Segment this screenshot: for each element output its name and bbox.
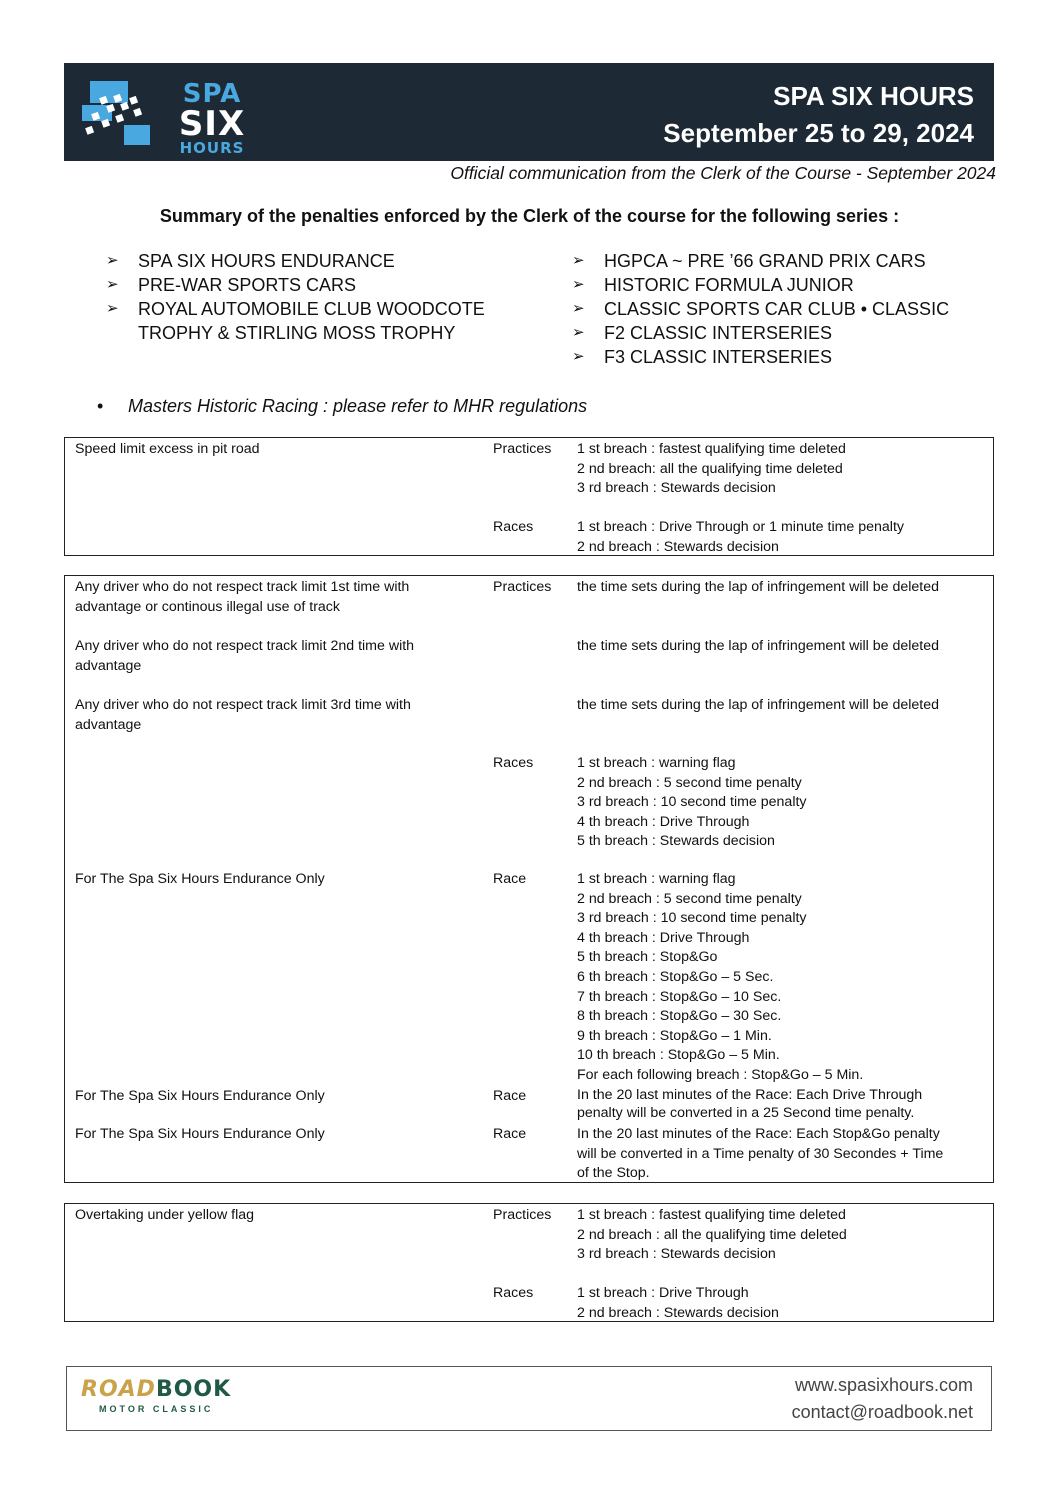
penalty-text: the time sets during the lap of infringement will be deleted (577, 638, 939, 654)
logo-hours: HOURS (179, 139, 245, 157)
event-dates: September 25 to 29, 2024 (663, 118, 974, 148)
series-item: ➢ SPA SIX HOURS ENDURANCE (106, 251, 395, 271)
website-link[interactable]: www.spasixhours.com (794, 1375, 973, 1395)
official-communication: Official communication from the Clerk of the Course - September 2024 (450, 163, 996, 183)
infraction-label: Any driver who do not respect track limit 1st time with advantage or continous illegal use of track (75, 579, 410, 615)
series-item: ➢ CLASSIC SPORTS CAR CLUB • CLASSIC (572, 299, 950, 319)
bullet-icon: • (97, 396, 104, 416)
penalty-list: 1 st breach : Drive Through or 1 minute time penalty 2 nd breach : Stewards decision (577, 519, 904, 555)
penalty-list: 1 st breach : fastest qualifying time deleted 2 nd breach: all the qualifying time deleted 3 rd breach : Stewards decision (577, 441, 846, 497)
logo-six: SIX (178, 104, 246, 144)
arrow-bullet-icon: ➢ (572, 252, 585, 269)
penalty-list: 1 st breach : warning flag 2 nd breach : 5 second time penalty 3 rd breach : 10 second time penalty 4 th breach : Drive Through 5 th breach : Stewards decision (577, 755, 807, 850)
arrow-bullet-icon: ➢ (572, 276, 585, 293)
logo-wordmark (172, 81, 252, 156)
infraction-label: Speed limit excess in pit road (75, 441, 260, 457)
penalty-table-track-limits (64, 575, 994, 1183)
mhr-note: • Masters Historic Racing : please refer to MHR regulations (97, 396, 588, 416)
email-link[interactable]: contact@roadbook.net (791, 1402, 973, 1422)
infraction-label: For The Spa Six Hours Endurance Only (75, 871, 325, 887)
arrow-bullet-icon: ➢ (106, 252, 119, 269)
penalty-list: 1 st breach : warning flag 2 nd breach : 5 second time penalty 3 rd breach : 10 second time penalty 4 th breach : Drive Through 5 th breach : Stop&Go 6 th breach : Stop&Go – 5 Sec. 7 th breach : Stop&Go – 10 Sec. 8 th breach : Stop&Go – 30 Sec. 9 th breach : Stop&Go – 1 Min. 10 th breach : Stop&Go – 5 Min. For each following breach : Stop&Go – 5 Min. (577, 871, 864, 1083)
infraction-label: Any driver who do not respect track limit 2nd time with advantage (75, 638, 415, 674)
session-label: Race (493, 1126, 527, 1142)
arrow-bullet-icon: ➢ (572, 348, 585, 365)
series-item: ➢ PRE-WAR SPORTS CARS (106, 275, 357, 295)
series-item: ➢ HISTORIC FORMULA JUNIOR (572, 275, 854, 295)
session-label: Races (493, 1285, 534, 1301)
infraction-label: For The Spa Six Hours Endurance Only (75, 1088, 325, 1104)
infraction-label: Overtaking under yellow flag (75, 1207, 255, 1223)
infraction-label: Any driver who do not respect track limit 3rd time with advantage (75, 697, 411, 733)
penalty-text: the time sets during the lap of infringement will be deleted (577, 579, 939, 595)
penalty-list: 1 st breach : Drive Through 2 nd breach : Stewards decision (577, 1285, 779, 1321)
checkered-flag-icon (72, 75, 182, 153)
penalty-text: In the 20 last minutes of the Race: Each Stop&Go penalty will be converted in a Time penalty of 30 Secondes + Time of the Stop. (577, 1126, 944, 1182)
session-label: Practices (493, 1207, 552, 1223)
penalty-list: 1 st breach : fastest qualifying time deleted 2 nd breach : all the qualifying time deleted 3 rd breach : Stewards decision (577, 1207, 847, 1263)
session-label: Race (493, 871, 527, 887)
arrow-bullet-icon: ➢ (572, 324, 585, 341)
arrow-bullet-icon: ➢ (106, 300, 119, 317)
penalty-table-yellow-flag (64, 1203, 994, 1322)
infraction-label: For The Spa Six Hours Endurance Only (75, 1126, 325, 1142)
series-list-right (572, 249, 992, 369)
series-item: ➢ HGPCA ~ PRE ’66 GRAND PRIX CARS (572, 251, 926, 271)
logo-spa: SPA (182, 79, 242, 109)
spa-six-hours-logo (72, 75, 246, 157)
summary-heading: Summary of the penalties enforced by the Clerk of the course for the following series : (159, 206, 900, 226)
session-label: Practices (493, 579, 552, 595)
session-label: Practices (493, 441, 552, 457)
series-item: ➢ F3 CLASSIC INTERSERIES (572, 347, 833, 367)
penalty-table-pit-speed (64, 437, 994, 556)
header-banner (64, 63, 994, 161)
series-list-left (106, 249, 526, 345)
session-label: Races (493, 755, 534, 771)
penalty-text: In the 20 last minutes of the Race: Each Drive Through penalty will be converted in a 25 Second time penalty. (577, 1087, 923, 1121)
footer (66, 1366, 992, 1431)
series-item: ➢ F2 CLASSIC INTERSERIES (572, 323, 833, 343)
event-title: SPA SIX HOURS (773, 81, 974, 111)
series-item: ➢ ROYAL AUTOMOBILE CLUB WOODCOTE (106, 299, 485, 319)
session-label: Races (493, 519, 534, 535)
arrow-bullet-icon: ➢ (106, 276, 119, 293)
arrow-bullet-icon: ➢ (572, 300, 585, 317)
penalty-text: the time sets during the lap of infringement will be deleted (577, 697, 939, 713)
series-item-continuation: TROPHY & STIRLING MOSS TROPHY (138, 323, 456, 343)
roadbook-logo: ROADBOOK MOTOR CLASSIC (81, 1377, 232, 1414)
session-label: Race (493, 1088, 527, 1104)
